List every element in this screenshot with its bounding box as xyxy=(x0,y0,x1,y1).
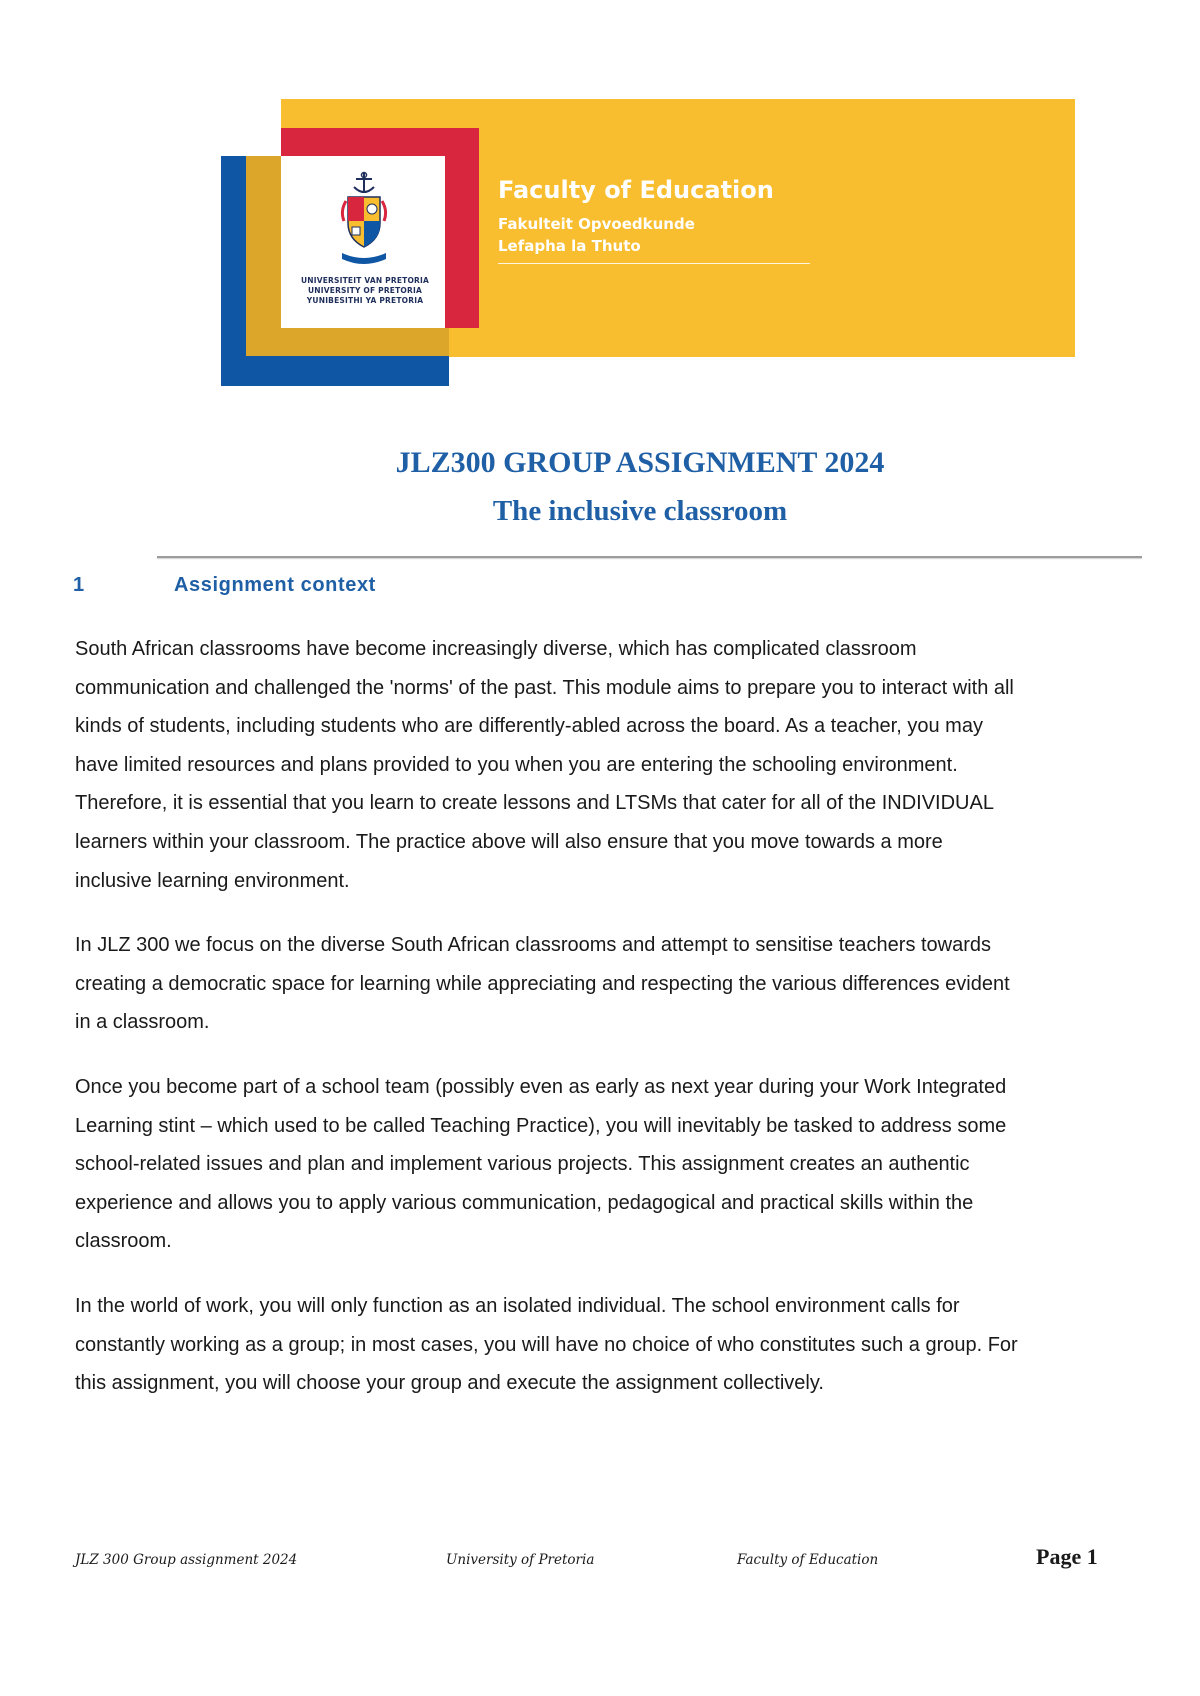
text-line: In JLZ 300 we focus on the diverse South African classrooms and attempt to sensitise teachers towards xyxy=(75,934,992,956)
faculty-underline xyxy=(498,263,810,264)
faculty-title-sepedi: Lefapha la Thuto xyxy=(498,237,641,255)
text-line: in a classroom. xyxy=(75,1011,210,1034)
footer-document-name: JLZ 300 Group assignment 2024 xyxy=(75,1552,298,1568)
text-line: Once you become part of a school team (possibly even as early as next year during your Work Integrated xyxy=(75,1076,1007,1098)
text-line: constantly working as a group; in most cases, you will have no choice of who constitutes such a group. For xyxy=(75,1333,1018,1356)
section-number: 1 xyxy=(73,574,85,596)
document-title: JLZ300 GROUP ASSIGNMENT 2024 xyxy=(395,446,885,479)
paragraph-context-3 xyxy=(75,1068,1135,1261)
faculty-title-afrikaans: Fakulteit Opvoedkunde xyxy=(498,215,695,233)
paragraph-context-1 xyxy=(75,630,1135,900)
text-line: In the world of work, you will only function as an isolated individual. The school environment calls for xyxy=(75,1295,960,1317)
university-name-sepedi: YUNIBESITHI YA PRETORIA xyxy=(306,296,424,305)
footer-university: University of Pretoria xyxy=(446,1552,595,1568)
paragraph-context-4 xyxy=(75,1287,1135,1403)
title-divider xyxy=(157,556,1142,558)
university-name-afrikaans: UNIVERSITEIT VAN PRETORIA xyxy=(300,276,430,285)
text-line: communication and challenged the 'norms' of the past. This module aims to prepare you to interact with all xyxy=(75,676,1014,699)
text-line: inclusive learning environment. xyxy=(75,869,350,892)
text-line: experience and allows you to apply various communication, pedagogical and practical skills within the xyxy=(75,1191,974,1214)
text-line: this assignment, you will choose your group and execute the assignment collectively. xyxy=(75,1372,824,1395)
text-line: have limited resources and plans provided to you when you are entering the schooling environment. xyxy=(75,753,958,776)
section-title: Assignment context xyxy=(174,574,376,596)
footer-faculty: Faculty of Education xyxy=(737,1552,879,1568)
text-line: kinds of students, including students who are differently-abled across the board. As a teacher, you may xyxy=(75,715,983,738)
university-names xyxy=(295,276,435,306)
faculty-title: Faculty of Education xyxy=(498,176,774,204)
header-banner xyxy=(0,0,1200,400)
text-line: creating a democratic space for learning while appreciating and respecting the various differences evident xyxy=(75,972,1010,995)
text-line: Therefore, it is essential that you learn to create lessons and LTSMs that cater for all of the INDIVIDUAL xyxy=(75,792,994,815)
text-line: South African classrooms have become increasingly diverse, which has complicated classroom xyxy=(75,638,917,660)
university-name-english: UNIVERSITY OF PRETORIA xyxy=(308,286,422,295)
footer-page-number: Page 1 xyxy=(1036,1544,1098,1569)
text-line: school-related issues and plan and implement various projects. This assignment creates an authentic xyxy=(75,1153,970,1176)
text-line: classroom. xyxy=(75,1230,172,1253)
text-line: Learning stint – which used to be called Teaching Practice), you will inevitably be tasked to address some xyxy=(75,1114,1007,1137)
paragraph-context-2 xyxy=(75,926,1135,1042)
text-line: learners within your classroom. The practice above will also ensure that you move towards a more xyxy=(75,830,943,853)
university-crest-icon xyxy=(336,171,392,271)
document-subtitle: The inclusive classroom xyxy=(492,495,788,527)
